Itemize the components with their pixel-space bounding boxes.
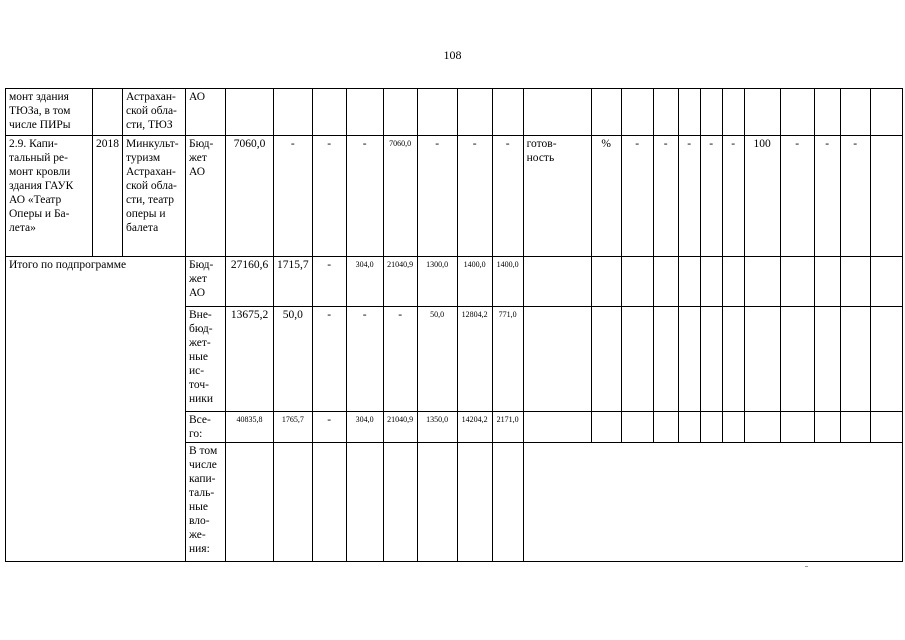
target-cell: - [840, 136, 870, 257]
value-cell: 14204,2 [457, 412, 492, 443]
value-cell: 304,0 [346, 412, 383, 443]
value-cell [312, 89, 346, 136]
value-cell: 1300,0 [417, 257, 457, 307]
value-cell: 27160,6 [226, 257, 274, 307]
empty-merged-cell [523, 443, 902, 562]
value-cell [457, 89, 492, 136]
value-cell: 1765,7 [274, 412, 313, 443]
source-cell: АО [186, 89, 226, 136]
value-cell: 40835,8 [226, 412, 274, 443]
value-cell: 2171,0 [492, 412, 523, 443]
table-row [6, 89, 903, 136]
value-cell: 771,0 [492, 307, 523, 412]
target-cell: - [722, 136, 744, 257]
value-cell: - [312, 307, 346, 412]
value-cell: - [417, 136, 457, 257]
target-cell: - [780, 136, 814, 257]
value-cell: - [274, 136, 313, 257]
target-cell: - [700, 136, 722, 257]
target-cell: - [621, 136, 653, 257]
target-cell: - [814, 136, 840, 257]
value-cell: - [457, 136, 492, 257]
value-cell [274, 89, 313, 136]
page-number: 108 [443, 48, 462, 62]
indicator-cell [523, 89, 591, 136]
value-cell: 21040,9 [383, 412, 417, 443]
source-cell: Все- го: [186, 412, 226, 443]
value-cell: 1715,7 [274, 257, 313, 307]
scan-mark [805, 566, 808, 567]
year-cell [93, 89, 123, 136]
value-cell [417, 443, 457, 562]
value-cell: 7060,0 [383, 136, 417, 257]
value-cell: - [346, 136, 383, 257]
value-cell: 12804,2 [457, 307, 492, 412]
value-cell [492, 443, 523, 562]
value-cell: 13675,2 [226, 307, 274, 412]
unit-cell: % [591, 136, 621, 257]
value-cell [312, 443, 346, 562]
value-cell: 1350,0 [417, 412, 457, 443]
target-cell [780, 89, 814, 136]
value-cell [492, 89, 523, 136]
value-cell [457, 443, 492, 562]
value-cell: - [312, 136, 346, 257]
subtotal-label: Итого по подпрограмме [6, 257, 186, 562]
target-cell [744, 89, 780, 136]
value-cell: 50,0 [417, 307, 457, 412]
indicator-cell: готов- ность [523, 136, 591, 257]
source-cell: Бюд- жет АО [186, 257, 226, 307]
target-cell [653, 89, 678, 136]
value-cell [226, 89, 274, 136]
source-cell: Бюд- жет АО [186, 136, 226, 257]
table-row [6, 136, 903, 257]
target-cell [678, 89, 700, 136]
value-cell: - [346, 307, 383, 412]
value-cell: - [312, 257, 346, 307]
target-cell [722, 89, 744, 136]
year-cell: 2018 [93, 136, 123, 257]
target-cell: - [653, 136, 678, 257]
unit-cell [591, 89, 621, 136]
value-cell: 1400,0 [457, 257, 492, 307]
target-cell: - [678, 136, 700, 257]
executor-cell: Астрахан- ской обла- сти, ТЮЗ [123, 89, 186, 136]
value-cell: 21040,9 [383, 257, 417, 307]
value-cell [346, 89, 383, 136]
target-cell [814, 89, 840, 136]
value-cell [346, 443, 383, 562]
target-cell [870, 89, 902, 136]
value-cell: 304,0 [346, 257, 383, 307]
measure-name: 2.9. Капи- тальный ре- монт кровли здания ГАУК АО «Театр Оперы и Ба- лета» [6, 136, 93, 257]
executor-cell: Минкульт- туризм Астрахан- ской обла- сти, театр оперы и балета [123, 136, 186, 257]
source-cell: Вне- бюд- жет- ные ис- точ- ники [186, 307, 226, 412]
program-table [5, 88, 903, 562]
value-cell: 50,0 [274, 307, 313, 412]
value-cell [274, 443, 313, 562]
value-cell [417, 89, 457, 136]
target-cell [621, 89, 653, 136]
value-cell: - [492, 136, 523, 257]
target-cell: 100 [744, 136, 780, 257]
value-cell [383, 89, 417, 136]
target-cell [700, 89, 722, 136]
value-cell: - [383, 307, 417, 412]
value-cell: - [312, 412, 346, 443]
value-cell [226, 443, 274, 562]
target-cell [840, 89, 870, 136]
value-cell [383, 443, 417, 562]
value-cell: 7060,0 [226, 136, 274, 257]
measure-name: монт здания ТЮЗа, в том числе ПИРы [6, 89, 93, 136]
table-row [6, 257, 903, 307]
source-cell: В том числе капи- таль- ные вло- же- ния: [186, 443, 226, 562]
value-cell: 1400,0 [492, 257, 523, 307]
target-cell [870, 136, 902, 257]
